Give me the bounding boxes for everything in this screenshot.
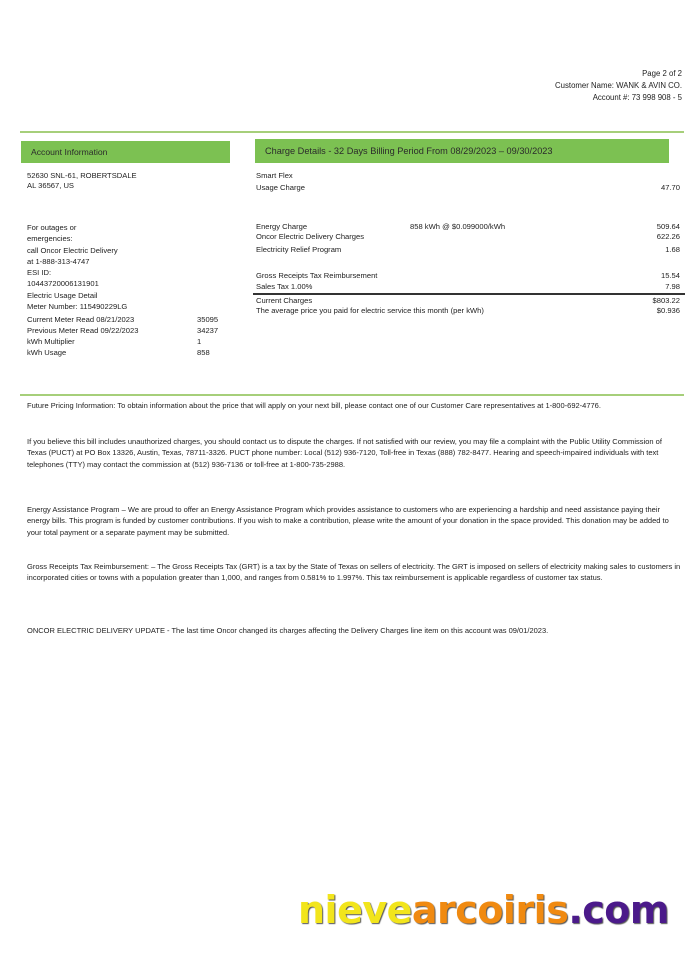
average-price-amount: $0.936 bbox=[656, 306, 680, 315]
address-line-1: 52630 SNL-61, ROBERTSDALE bbox=[27, 171, 137, 180]
current-charges-label: Current Charges bbox=[256, 296, 313, 305]
outage-info bbox=[27, 222, 127, 312]
plan-name-row bbox=[256, 171, 680, 181]
usage-label: Previous Meter Read 09/22/2023 bbox=[27, 326, 139, 335]
charge-label: Oncor Electric Delivery Charges bbox=[256, 232, 365, 241]
charge-row bbox=[256, 232, 680, 242]
usage-value: 34237 bbox=[197, 326, 219, 335]
usage-value: 858 bbox=[197, 348, 210, 357]
usage-label: kWh Multiplier bbox=[27, 337, 75, 346]
watermark-part-3: .com bbox=[568, 888, 670, 932]
current-charges-amount: $803.22 bbox=[652, 296, 680, 305]
gross-receipts-tax-notice: Gross Receipts Tax Reimbursement: – The Gross Receipts Tax (GRT) is a tax by the State of Texas on sellers of electricity. The GRT is imposed on sellers of electricity making sales to customers in incorporated cities or towns with a population greater than 1,000, and ranges from 0.581% to 1.997%. This tax reimbursement is applicable regardless of customer tax status. bbox=[27, 562, 681, 583]
customer-name: Customer Name: WANK & AVIN CO. bbox=[555, 81, 682, 90]
esi-value: 10443720006131901 bbox=[27, 279, 99, 289]
charge-amount: 1.68 bbox=[665, 245, 680, 254]
meter-number: Meter Number: 115490229LG bbox=[27, 302, 128, 312]
charge-details-heading bbox=[255, 139, 669, 163]
account-number: Account #: 73 998 908 - 5 bbox=[592, 93, 682, 102]
service-address bbox=[27, 171, 137, 192]
notices-divider bbox=[20, 394, 684, 396]
watermark-part-1: nieve bbox=[298, 888, 412, 932]
outage-line: emergencies: bbox=[27, 234, 73, 244]
plan-name: Smart Flex bbox=[256, 171, 293, 180]
outage-phone: at 1-888-313-4747 bbox=[27, 256, 90, 266]
dispute-notice: If you believe this bill includes unauthorized charges, you should contact us to dispute the charges. If not satisfied with our review, you may file a complaint with the Public Utility Commission of Texas (PUCT) at PO Box 13326, Austin, Texas, 78711-3326. PUCT phone number: Local (512) 936-7120, Toll-free in Texas (888) 782-8477. Hearing and speech-impaired individuals with text telephones (TTY) may contact the commission at (512) 936-7136 or toll-free at 1-800-735-2988. bbox=[27, 437, 662, 469]
charge-amount: 7.98 bbox=[665, 282, 680, 291]
usage-label: kWh Usage bbox=[27, 348, 67, 357]
charge-label: Gross Receipts Tax Reimbursement bbox=[256, 271, 378, 280]
average-price-label: The average price you paid for electric service this month (per kWh) bbox=[256, 306, 484, 315]
average-price-row bbox=[256, 306, 680, 316]
watermark-part-2: arcoiris bbox=[411, 888, 569, 932]
oncor-update-notice: ONCOR ELECTRIC DELIVERY UPDATE - The last time Oncor changed its charges affecting the Delivery Charges line item on this account was 09/01/2023. bbox=[27, 626, 549, 635]
charge-amount: 509.64 bbox=[656, 222, 680, 231]
outage-line: call Oncor Electric Delivery bbox=[27, 245, 118, 255]
charge-rate-detail: 858 kWh @ $0.099000/kWh bbox=[410, 222, 506, 231]
usage-row bbox=[27, 315, 227, 325]
charge-row bbox=[256, 222, 680, 232]
charge-row bbox=[256, 183, 680, 193]
account-information-heading bbox=[21, 141, 230, 163]
usage-row bbox=[27, 337, 227, 347]
charge-details-title: Charge Details - 32 Days Billing Period From 08/29/2023 – 09/30/2023 bbox=[265, 146, 553, 156]
esi-label: ESI ID: bbox=[27, 268, 52, 278]
energy-assistance-notice: Energy Assistance Program – We are proud to offer an Energy Assistance Program which provides assistance to customers who are experiencing a hardship and need assistance paying their energy bills. This program is funded by customer contributions. If you wish to make a contribution, please write the amount of your donation in the space provided. This donation may be added to your total payment or a separate payment may be submitted. bbox=[27, 505, 669, 537]
charge-amount: 622.26 bbox=[656, 232, 680, 241]
charge-label: Electricity Relief Program bbox=[256, 245, 342, 254]
address-line-2: AL 36567, US bbox=[27, 181, 75, 191]
top-divider bbox=[20, 131, 684, 133]
current-charges-row bbox=[256, 296, 680, 306]
usage-detail-title: Electric Usage Detail bbox=[27, 290, 98, 300]
watermark-logo bbox=[298, 886, 669, 934]
charge-row bbox=[256, 245, 680, 255]
totals-divider bbox=[253, 293, 685, 295]
page-header bbox=[555, 68, 682, 104]
charge-amount: 15.54 bbox=[660, 271, 680, 280]
outage-line: For outages or bbox=[27, 223, 77, 232]
usage-value: 1 bbox=[197, 337, 202, 346]
charge-row bbox=[256, 282, 680, 292]
usage-label: Current Meter Read 08/21/2023 bbox=[27, 315, 135, 324]
charge-label: Energy Charge bbox=[256, 222, 308, 231]
account-information-title: Account Information bbox=[31, 147, 108, 157]
usage-row bbox=[27, 326, 227, 336]
usage-row bbox=[27, 348, 227, 358]
page-number: Page 2 of 2 bbox=[642, 69, 682, 78]
future-pricing-notice: Future Pricing Information: To obtain information about the price that will apply on your next bill, please contact one of our Customer Care representatives at 1-800-692-4776. bbox=[27, 401, 601, 410]
charge-label: Usage Charge bbox=[256, 183, 305, 192]
charge-amount: 47.70 bbox=[660, 183, 680, 192]
charge-row bbox=[256, 271, 680, 281]
usage-value: 35095 bbox=[197, 315, 219, 324]
charge-label: Sales Tax 1.00% bbox=[256, 282, 313, 291]
